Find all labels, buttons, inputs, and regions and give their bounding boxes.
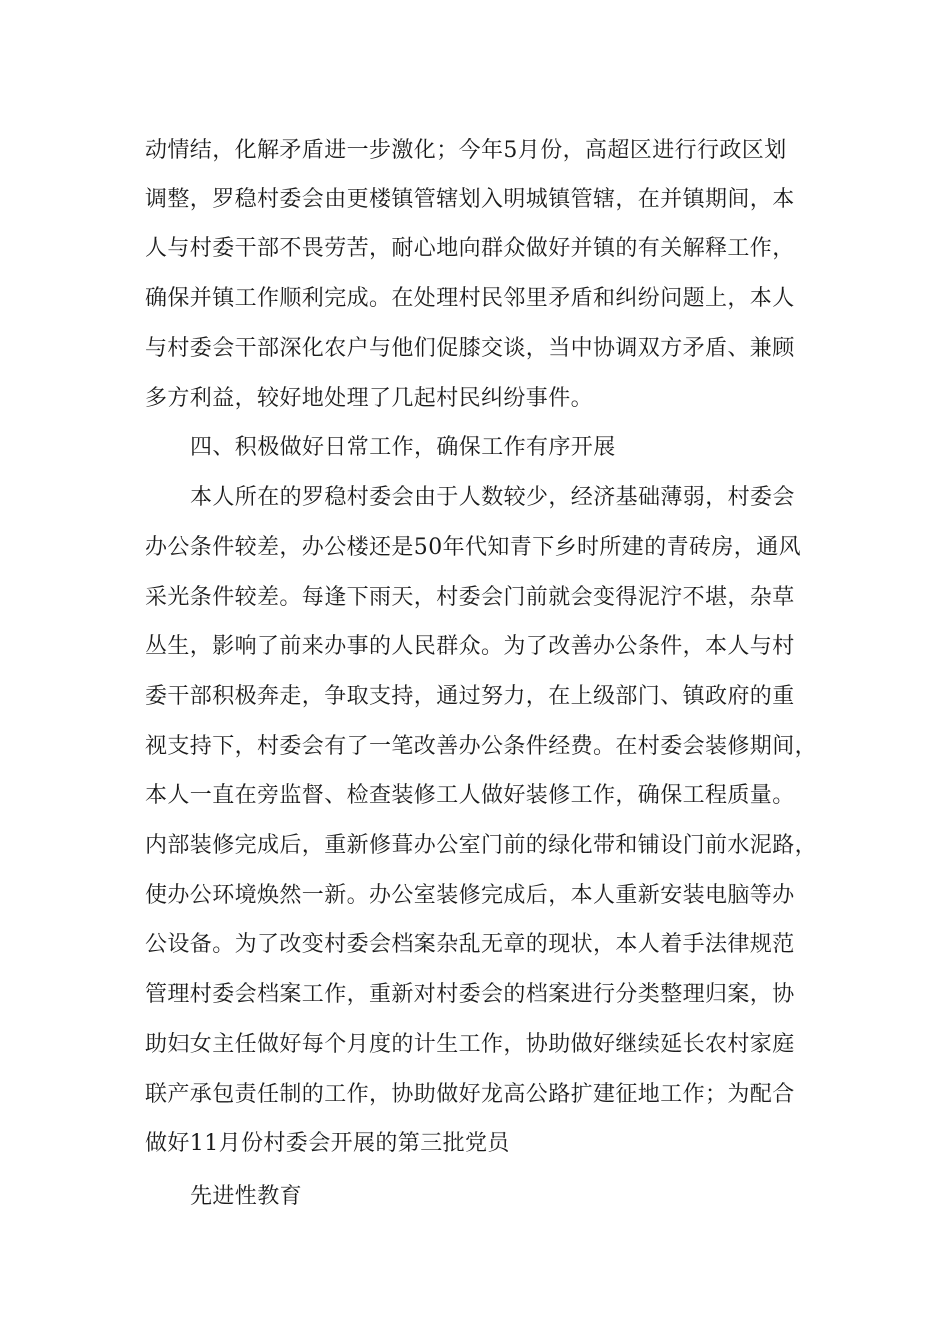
text-line: 先进性教育 [190, 1184, 303, 1209]
text-line: 人与村委干部不畏劳苦，耐心地向群众做好并镇的有关解释工作， [145, 236, 795, 261]
text-line: 动情结，化解矛盾进一步激化；今年5月份，高超区进行行政区划 [145, 138, 787, 163]
text-line: 助妇女主任做好每个月度的计生工作，协助做好继续延长农村家庭 [145, 1032, 795, 1057]
section-heading: 四、积极做好日常工作，确保工作有序开展 [190, 435, 616, 460]
text-line: 管理村委会档案工作，重新对村委会的档案进行分类整理归案，协 [145, 982, 795, 1007]
text-line: 公设备。为了改变村委会档案杂乱无章的现状，本人着手法律规范 [145, 932, 795, 957]
text-line: 与村委会干部深化农户与他们促膝交谈，当中协调双方矛盾、兼顾 [145, 336, 795, 361]
text-line: 本人所在的罗稳村委会由于人数较少，经济基础薄弱，村委会 [190, 485, 795, 510]
text-line: 本人一直在旁监督、检查装修工人做好装修工作，确保工程质量。 [145, 783, 795, 808]
text-line: 确保并镇工作顺利完成。在处理村民邻里矛盾和纠纷问题上，本人 [145, 286, 795, 311]
text-line: 内部装修完成后，重新修葺办公室门前的绿化带和铺设门前水泥路， [145, 833, 818, 858]
text-line: 办公条件较差，办公楼还是50年代知青下乡时所建的青砖房，通风 [145, 535, 801, 560]
text-line: 调整，罗稳村委会由更楼镇管辖划入明城镇管辖，在并镇期间，本 [145, 187, 795, 212]
text-line: 联产承包责任制的工作，协助做好龙高公路扩建征地工作；为配合 [145, 1082, 795, 1107]
text-line: 视支持下，村委会有了一笔改善办公条件经费。在村委会装修期间， [145, 734, 818, 759]
text-line: 采光条件较差。每逢下雨天，村委会门前就会变得泥泞不堪，杂草 [145, 585, 795, 610]
text-line: 委干部积极奔走，争取支持，通过努力，在上级部门、镇政府的重 [145, 684, 795, 709]
text-line: 做好11月份村委会开展的第三批党员 [145, 1131, 510, 1156]
text-line: 多方利益，较好地处理了几起村民纠纷事件。 [145, 386, 594, 411]
text-line: 丛生，影响了前来办事的人民群众。为了改善办公条件，本人与村 [145, 634, 795, 659]
text-line: 使办公环境焕然一新。办公室装修完成后，本人重新安装电脑等办 [145, 883, 795, 908]
